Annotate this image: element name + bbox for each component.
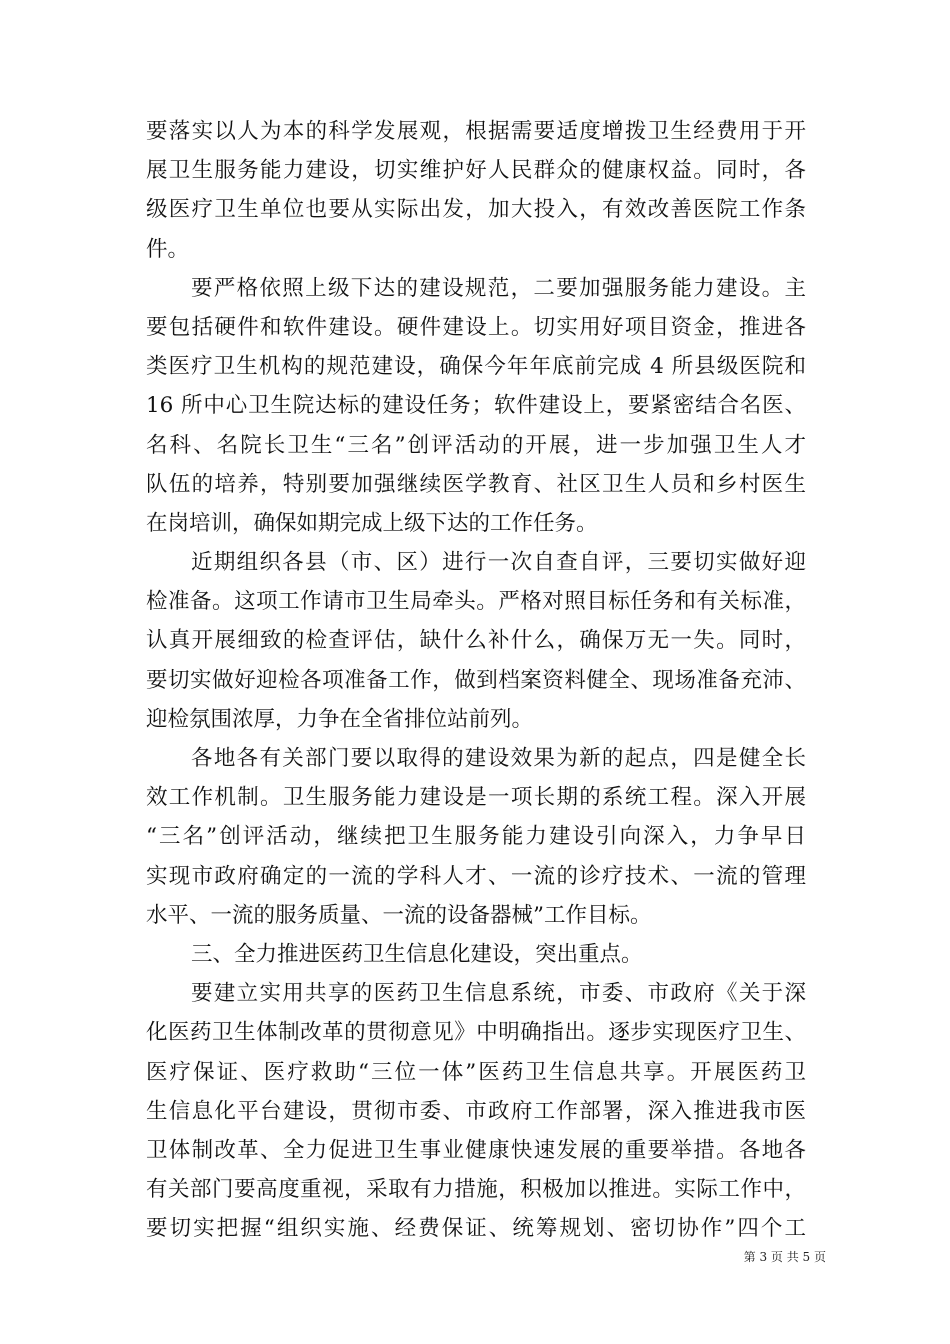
text-line: 迎检氛围浓厚，力争在全省排位站前列。 bbox=[146, 706, 534, 732]
text-line: 级医疗卫生单位也要从实际出发，加大投入，有效改善医院工作条 bbox=[146, 197, 806, 223]
text-line: 件。 bbox=[146, 236, 190, 262]
text-line: 要包括硬件和软件建设。硬件建设上。切实用好项目资金，推进各 bbox=[146, 314, 806, 340]
text-line: 类医疗卫生机构的规范建设，确保今年年底前完成 4 所县级医院和 bbox=[146, 354, 806, 380]
text-line: 队伍的培养，特别要加强继续医学教育、社区卫生人员和乡村医生 bbox=[146, 471, 806, 497]
text-line: 效工作机制。卫生服务能力建设是一项长期的系统工程。深入开展 bbox=[146, 785, 806, 811]
text-line: 水平、一流的服务质量、一流的设备器械”工作目标。 bbox=[146, 902, 652, 928]
text-line: 要切实做好迎检各项准备工作，做到档案资料健全、现场准备充沛、 bbox=[146, 667, 806, 693]
paragraph-2 bbox=[146, 269, 806, 543]
text-line: “三名”创评活动，继续把卫生服务能力建设引向深入，力争早日 bbox=[146, 824, 806, 850]
text-line: 化医药卫生体制改革的贯彻意见》中明确指出。逐步实现医疗卫生、 bbox=[146, 1020, 806, 1046]
text-line: 医疗保证、医疗救助“三位一体”医药卫生信息共享。开展医药卫 bbox=[146, 1059, 806, 1085]
page-footer: 第 3 页 共 5 页 bbox=[743, 1250, 826, 1264]
text-line: 实现市政府确定的一流的学科人才、一流的诊疗技术、一流的管理 bbox=[146, 863, 806, 889]
text-line: 16 所中心卫生院达标的建设任务；软件建设上，要紧密结合名医、 bbox=[146, 393, 806, 419]
paragraph-3 bbox=[146, 543, 806, 739]
text-line: 要建立实用共享的医药卫生信息系统，市委、市政府《关于深 bbox=[191, 981, 806, 1007]
text-line: 名科、名院长卫生“三名”创评活动的开展，进一步加强卫生人才 bbox=[146, 432, 806, 458]
text-line: 近期组织各县（市、区）进行一次自查自评，三要切实做好迎 bbox=[191, 550, 806, 576]
text-line: 要切实把握“组织实施、经费保证、统筹规划、密切协作”四个工 bbox=[146, 1216, 806, 1242]
text-line: 生信息化平台建设，贯彻市委、市政府工作部署，深入推进我市医 bbox=[146, 1098, 806, 1124]
document-body bbox=[146, 112, 806, 1248]
paragraph-1 bbox=[146, 112, 806, 269]
paragraph-6 bbox=[146, 974, 806, 1248]
text-line: 检准备。这项工作请市卫生局牵头。严格对照目标任务和有关标准， bbox=[146, 589, 806, 615]
text-line: 在岗培训，确保如期完成上级下达的工作任务。 bbox=[146, 510, 598, 536]
paragraph-5-heading bbox=[146, 935, 806, 974]
text-line: 要严格依照上级下达的建设规范，二要加强服务能力建设。主 bbox=[191, 275, 806, 301]
text-line: 认真开展细致的检查评估，缺什么补什么，确保万无一失。同时， bbox=[146, 628, 806, 654]
text-line: 卫体制改革、全力促进卫生事业健康快速发展的重要举措。各地各 bbox=[146, 1137, 806, 1163]
text-line: 展卫生服务能力建设，切实维护好人民群众的健康权益。同时，各 bbox=[146, 158, 806, 184]
section-heading: 三、全力推进医药卫生信息化建设，突出重点。 bbox=[191, 941, 643, 967]
text-line: 各地各有关部门要以取得的建设效果为新的起点，四是健全长 bbox=[191, 746, 806, 771]
text-line: 要落实以人为本的科学发展观，根据需要适度增拨卫生经费用于开 bbox=[146, 119, 806, 144]
paragraph-4 bbox=[146, 739, 806, 935]
text-line: 有关部门要高度重视，采取有力措施，积极加以推进。实际工作中， bbox=[146, 1177, 806, 1203]
